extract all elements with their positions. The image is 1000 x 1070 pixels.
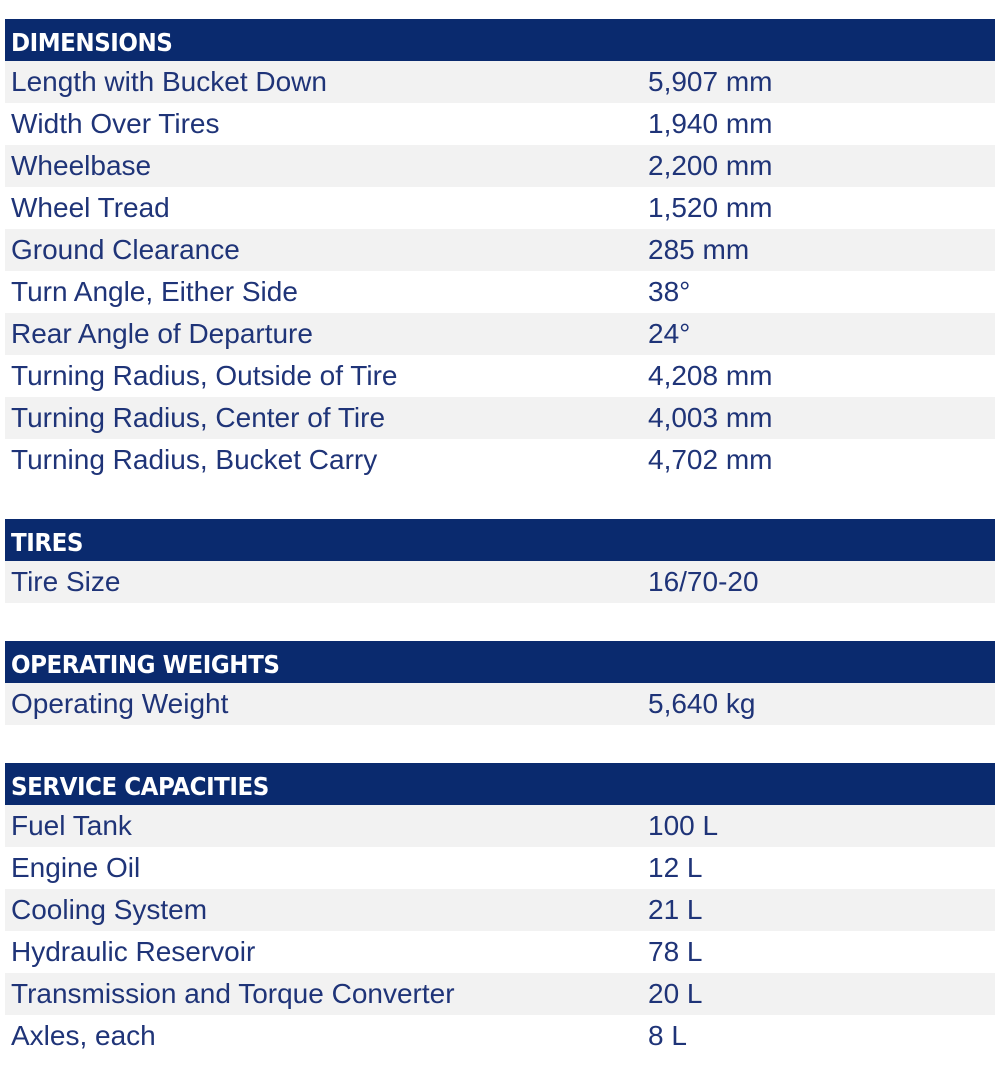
table-row [5, 313, 995, 355]
table-row [5, 271, 995, 313]
table-row [5, 145, 995, 187]
spec-value: 8 L [648, 1020, 687, 1051]
table-row [5, 103, 995, 145]
spec-value: 1,940 mm [648, 108, 773, 139]
spec-label: Hydraulic Reservoir [11, 936, 256, 967]
spec-label: Width Over Tires [11, 108, 220, 139]
spec-label: Wheelbase [11, 150, 152, 181]
table-row [5, 1015, 995, 1057]
spec-label: Length with Bucket Down [11, 66, 327, 97]
table-row [5, 889, 995, 931]
table-row [5, 355, 995, 397]
spec-value: 4,003 mm [648, 402, 773, 433]
table-row [5, 61, 995, 103]
spec-label: Fuel Tank [11, 810, 132, 841]
dimensions-table [5, 19, 995, 481]
spec-label: Engine Oil [11, 852, 141, 883]
spec-value: 78 L [648, 936, 703, 967]
spec-label: Turn Angle, Either Side [11, 276, 298, 307]
section-header-tires: TIRES [5, 519, 995, 561]
spec-value: 16/70-20 [648, 566, 759, 597]
table-row [5, 229, 995, 271]
spec-label: Turning Radius, Center of Tire [11, 402, 386, 433]
table-row [5, 561, 995, 603]
spec-value: 5,640 kg [648, 688, 756, 719]
spec-value: 12 L [648, 852, 703, 883]
tires-table [5, 519, 995, 603]
spec-value: 38° [648, 276, 691, 307]
spec-value: 20 L [648, 978, 703, 1009]
table-row [5, 187, 995, 229]
table-row [5, 847, 995, 889]
section-header-dimensions: DIMENSIONS [5, 19, 995, 61]
spec-value: 2,200 mm [648, 150, 773, 181]
table-row [5, 439, 995, 481]
spec-value: 285 mm [648, 234, 750, 265]
spec-label: Turning Radius, Outside of Tire [11, 360, 398, 391]
table-row [5, 397, 995, 439]
table-row [5, 805, 995, 847]
section-header-service-capacities: SERVICE CAPACITIES [5, 763, 995, 805]
operating-weights-table [5, 641, 995, 725]
service-capacities-table [5, 763, 995, 1057]
spec-label: Axles, each [11, 1020, 156, 1051]
table-row [5, 683, 995, 725]
spec-label: Turning Radius, Bucket Carry [11, 444, 378, 475]
spec-value: 4,208 mm [648, 360, 773, 391]
spec-label: Rear Angle of Departure [11, 318, 313, 349]
spec-value: 21 L [648, 894, 703, 925]
spec-value: 100 L [648, 810, 719, 841]
spec-value: 4,702 mm [648, 444, 773, 475]
spec-label: Wheel Tread [11, 192, 170, 223]
spec-label: Cooling System [11, 894, 208, 925]
spec-value: 5,907 mm [648, 66, 773, 97]
spec-label: Operating Weight [11, 688, 229, 719]
section-header-operating-weights: OPERATING WEIGHTS [5, 641, 995, 683]
spec-value: 24° [648, 318, 691, 349]
spec-label: Tire Size [11, 566, 121, 597]
spec-value: 1,520 mm [648, 192, 773, 223]
table-row [5, 931, 995, 973]
spec-label: Transmission and Torque Converter [11, 978, 455, 1009]
table-row [5, 973, 995, 1015]
spec-label: Ground Clearance [11, 234, 240, 265]
